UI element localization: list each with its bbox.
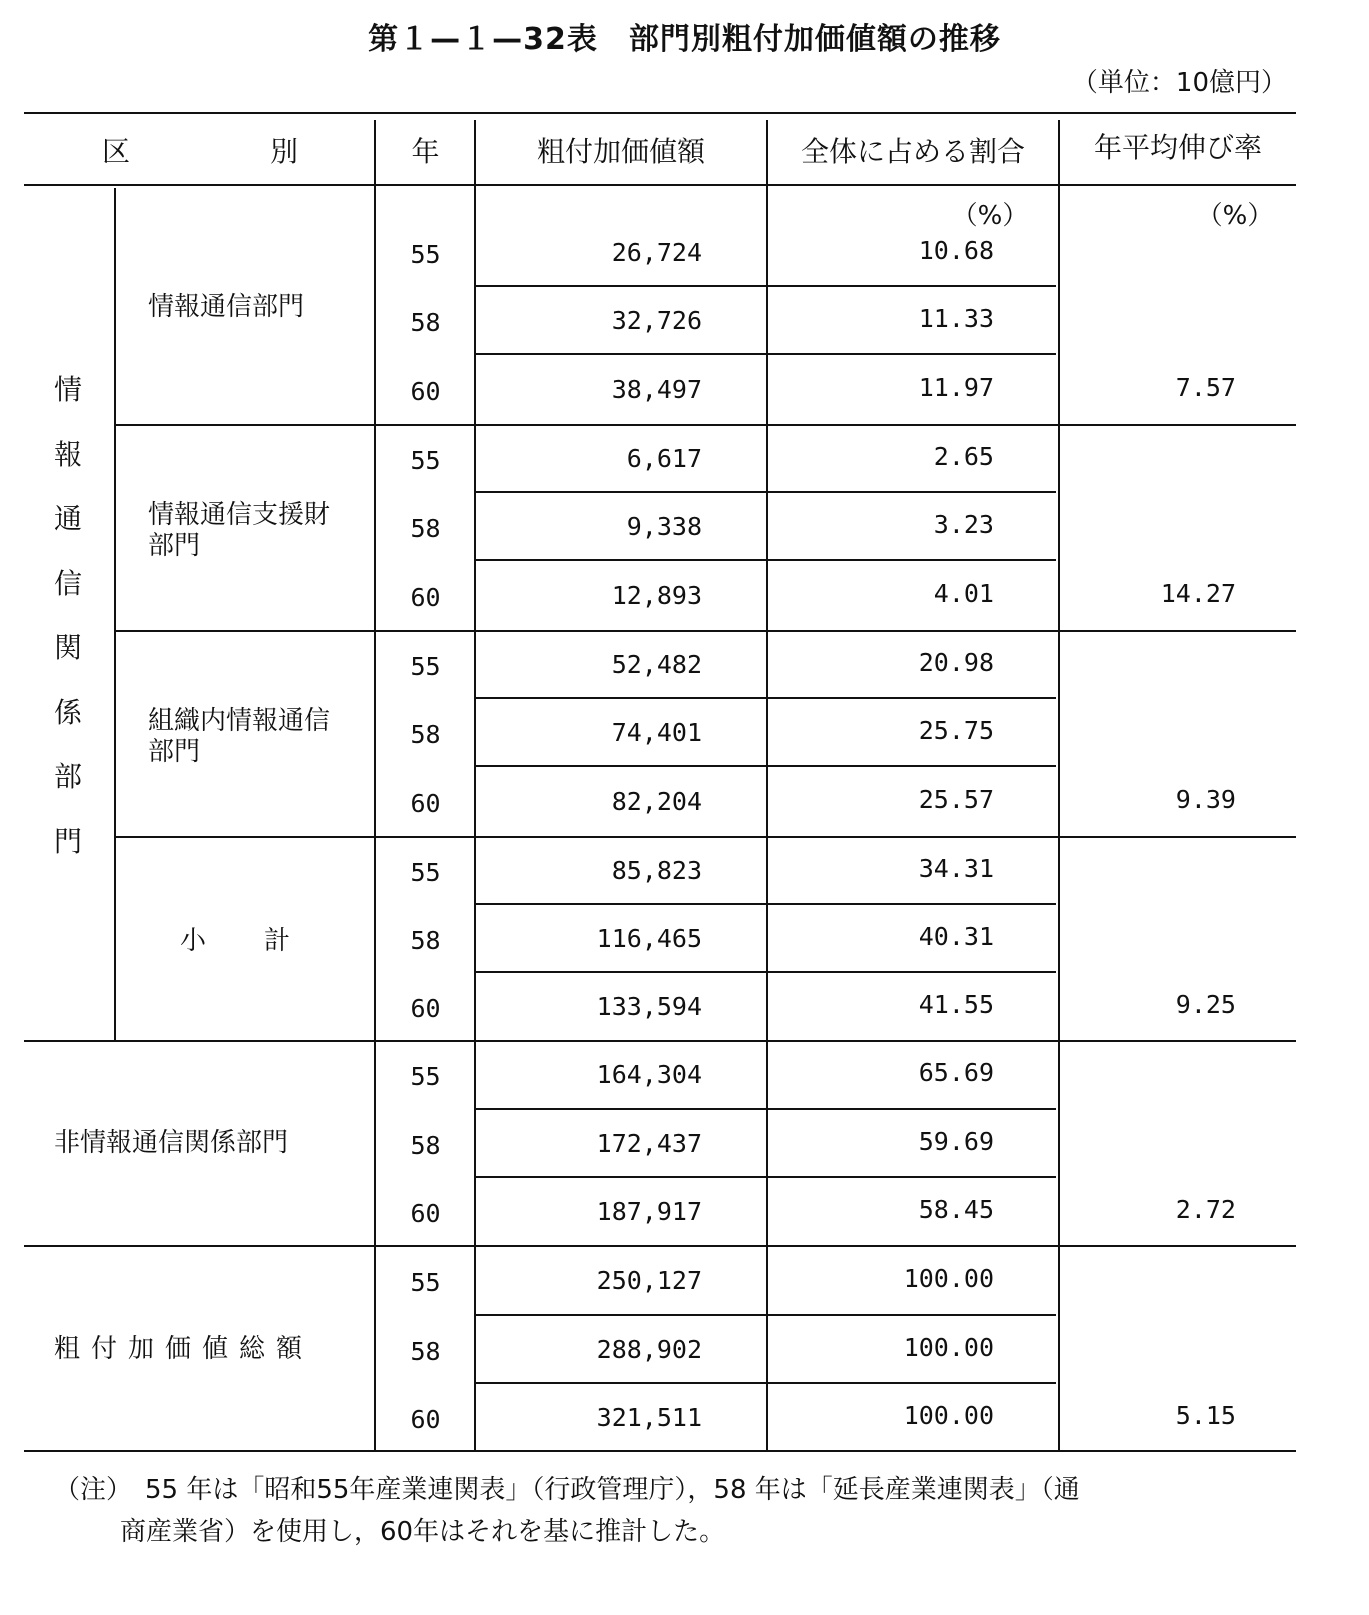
group-char: 信 <box>53 566 82 600</box>
share-cell: 100.00 <box>903 1401 994 1430</box>
share-cell: 3.23 <box>933 510 994 539</box>
share-cell: 10.68 <box>918 236 994 265</box>
table-title: 第１—１—32表 部門別粗付加価値額の推移 <box>368 22 1001 57</box>
share-cell: 20.98 <box>918 648 994 677</box>
divider-group <box>114 188 116 1040</box>
value-cell: 288,902 <box>596 1335 702 1364</box>
section-rule <box>24 1040 1296 1042</box>
value-cell: 164,304 <box>596 1060 702 1089</box>
year-cell: 58 <box>410 720 441 749</box>
share-cell: 100.00 <box>903 1333 994 1362</box>
year-cell: 55 <box>410 858 441 887</box>
top-rule <box>24 112 1296 114</box>
row-rule <box>476 1382 1056 1384</box>
section-label: 組織内情報通信部門 <box>148 706 331 768</box>
group-char: 関 <box>53 631 82 664</box>
footnote-line1: （注） 55 年は「昭和55年産業連関表」（行政管理庁），58 年は「延長産業連関表」（通 <box>54 1475 1080 1505</box>
year-cell: 60 <box>410 377 441 406</box>
group-char: 門 <box>53 824 82 858</box>
share-cell: 100.00 <box>903 1264 994 1293</box>
year-cell: 58 <box>410 1337 441 1366</box>
group-char: 報 <box>53 437 82 471</box>
share-cell: 58.45 <box>918 1195 994 1224</box>
group-label-vertical <box>48 358 88 874</box>
year-cell: 58 <box>410 308 441 337</box>
header-growth: 年平均伸び率 <box>1093 131 1262 164</box>
growth-cell: 7.57 <box>1175 373 1236 402</box>
value-cell: 321,511 <box>596 1403 702 1432</box>
year-cell: 58 <box>410 1131 441 1160</box>
share-cell: 40.31 <box>918 922 994 951</box>
row-rule <box>476 1108 1056 1110</box>
year-cell: 58 <box>410 514 441 543</box>
row-rule <box>476 697 1056 699</box>
share-cell: 25.57 <box>918 785 994 814</box>
year-cell: 55 <box>410 652 441 681</box>
year-cell: 55 <box>410 1062 441 1091</box>
value-cell: 12,893 <box>611 581 702 610</box>
year-cell: 55 <box>410 446 441 475</box>
section-rule <box>116 424 1296 426</box>
value-cell: 38,497 <box>611 375 702 404</box>
divider-growth-left <box>1058 120 1060 1450</box>
year-cell: 55 <box>410 240 441 269</box>
share-cell: 59.69 <box>918 1127 994 1156</box>
row-rule <box>476 285 1056 287</box>
growth-cell: 14.27 <box>1160 579 1236 608</box>
group-char: 係 <box>53 695 82 729</box>
section-rule <box>116 836 1296 838</box>
growth-cell: 5.15 <box>1175 1401 1236 1430</box>
share-cell: 11.97 <box>918 373 994 402</box>
header-year: 年 <box>411 135 440 168</box>
header-value: 粗付加価値額 <box>536 135 705 168</box>
value-cell: 133,594 <box>596 992 702 1021</box>
header-bottom-rule <box>24 184 1296 186</box>
year-cell: 60 <box>410 994 441 1023</box>
row-rule <box>476 1314 1056 1316</box>
group-char: 部 <box>53 760 82 793</box>
section-rule <box>116 630 1296 632</box>
value-cell: 187,917 <box>596 1197 702 1226</box>
section-label: 非情報通信関係部門 <box>54 1128 289 1158</box>
section-label: 情報通信部門 <box>148 292 305 322</box>
year-cell: 55 <box>410 1268 441 1297</box>
year-cell: 60 <box>410 583 441 612</box>
section-label: 情報通信支援財部門 <box>148 500 331 562</box>
section-rule <box>24 1245 1296 1247</box>
row-rule <box>476 491 1056 493</box>
share-cell: 41.55 <box>918 990 994 1019</box>
year-cell: 60 <box>410 789 441 818</box>
growth-unit: （%） <box>1196 201 1274 231</box>
value-cell: 85,823 <box>611 856 702 885</box>
value-cell: 26,724 <box>611 238 702 267</box>
value-cell: 74,401 <box>611 718 702 747</box>
share-cell: 65.69 <box>918 1058 994 1087</box>
row-rule <box>476 903 1056 905</box>
row-rule <box>476 559 1056 561</box>
section-label: 粗付加価値総額 <box>54 1334 314 1364</box>
value-cell: 6,617 <box>626 444 702 473</box>
share-cell: 4.01 <box>933 579 994 608</box>
row-rule <box>476 1176 1056 1178</box>
divider-year-left <box>374 120 376 1450</box>
row-rule <box>476 765 1056 767</box>
share-unit: （%） <box>951 201 1029 231</box>
growth-cell: 9.25 <box>1175 990 1236 1019</box>
value-cell: 9,338 <box>626 512 702 541</box>
growth-cell: 9.39 <box>1175 785 1236 814</box>
value-cell: 116,465 <box>596 924 702 953</box>
value-cell: 52,482 <box>611 650 702 679</box>
value-cell: 82,204 <box>611 787 702 816</box>
year-cell: 58 <box>410 926 441 955</box>
share-cell: 2.65 <box>933 442 994 471</box>
header-share: 全体に占める割合 <box>800 135 1025 168</box>
growth-cell: 2.72 <box>1175 1195 1236 1224</box>
year-cell: 60 <box>410 1405 441 1434</box>
share-cell: 11.33 <box>918 304 994 333</box>
header-category: 区 別 <box>101 135 298 168</box>
share-cell: 34.31 <box>918 854 994 883</box>
value-cell: 32,726 <box>611 306 702 335</box>
footnote-line2: 商産業省）を使用し，60年はそれを基に推計した。 <box>120 1517 726 1547</box>
row-rule <box>476 353 1056 355</box>
group-char: 通 <box>53 502 82 535</box>
group-char: 情 <box>53 373 82 406</box>
unit-label: （単位：10億円） <box>1071 68 1287 98</box>
value-cell: 250,127 <box>596 1266 702 1295</box>
row-rule <box>476 971 1056 973</box>
bottom-rule <box>24 1450 1296 1452</box>
value-cell: 172,437 <box>596 1129 702 1158</box>
share-cell: 25.75 <box>918 716 994 745</box>
year-cell: 60 <box>410 1199 441 1228</box>
section-label: 小 計 <box>180 926 293 956</box>
